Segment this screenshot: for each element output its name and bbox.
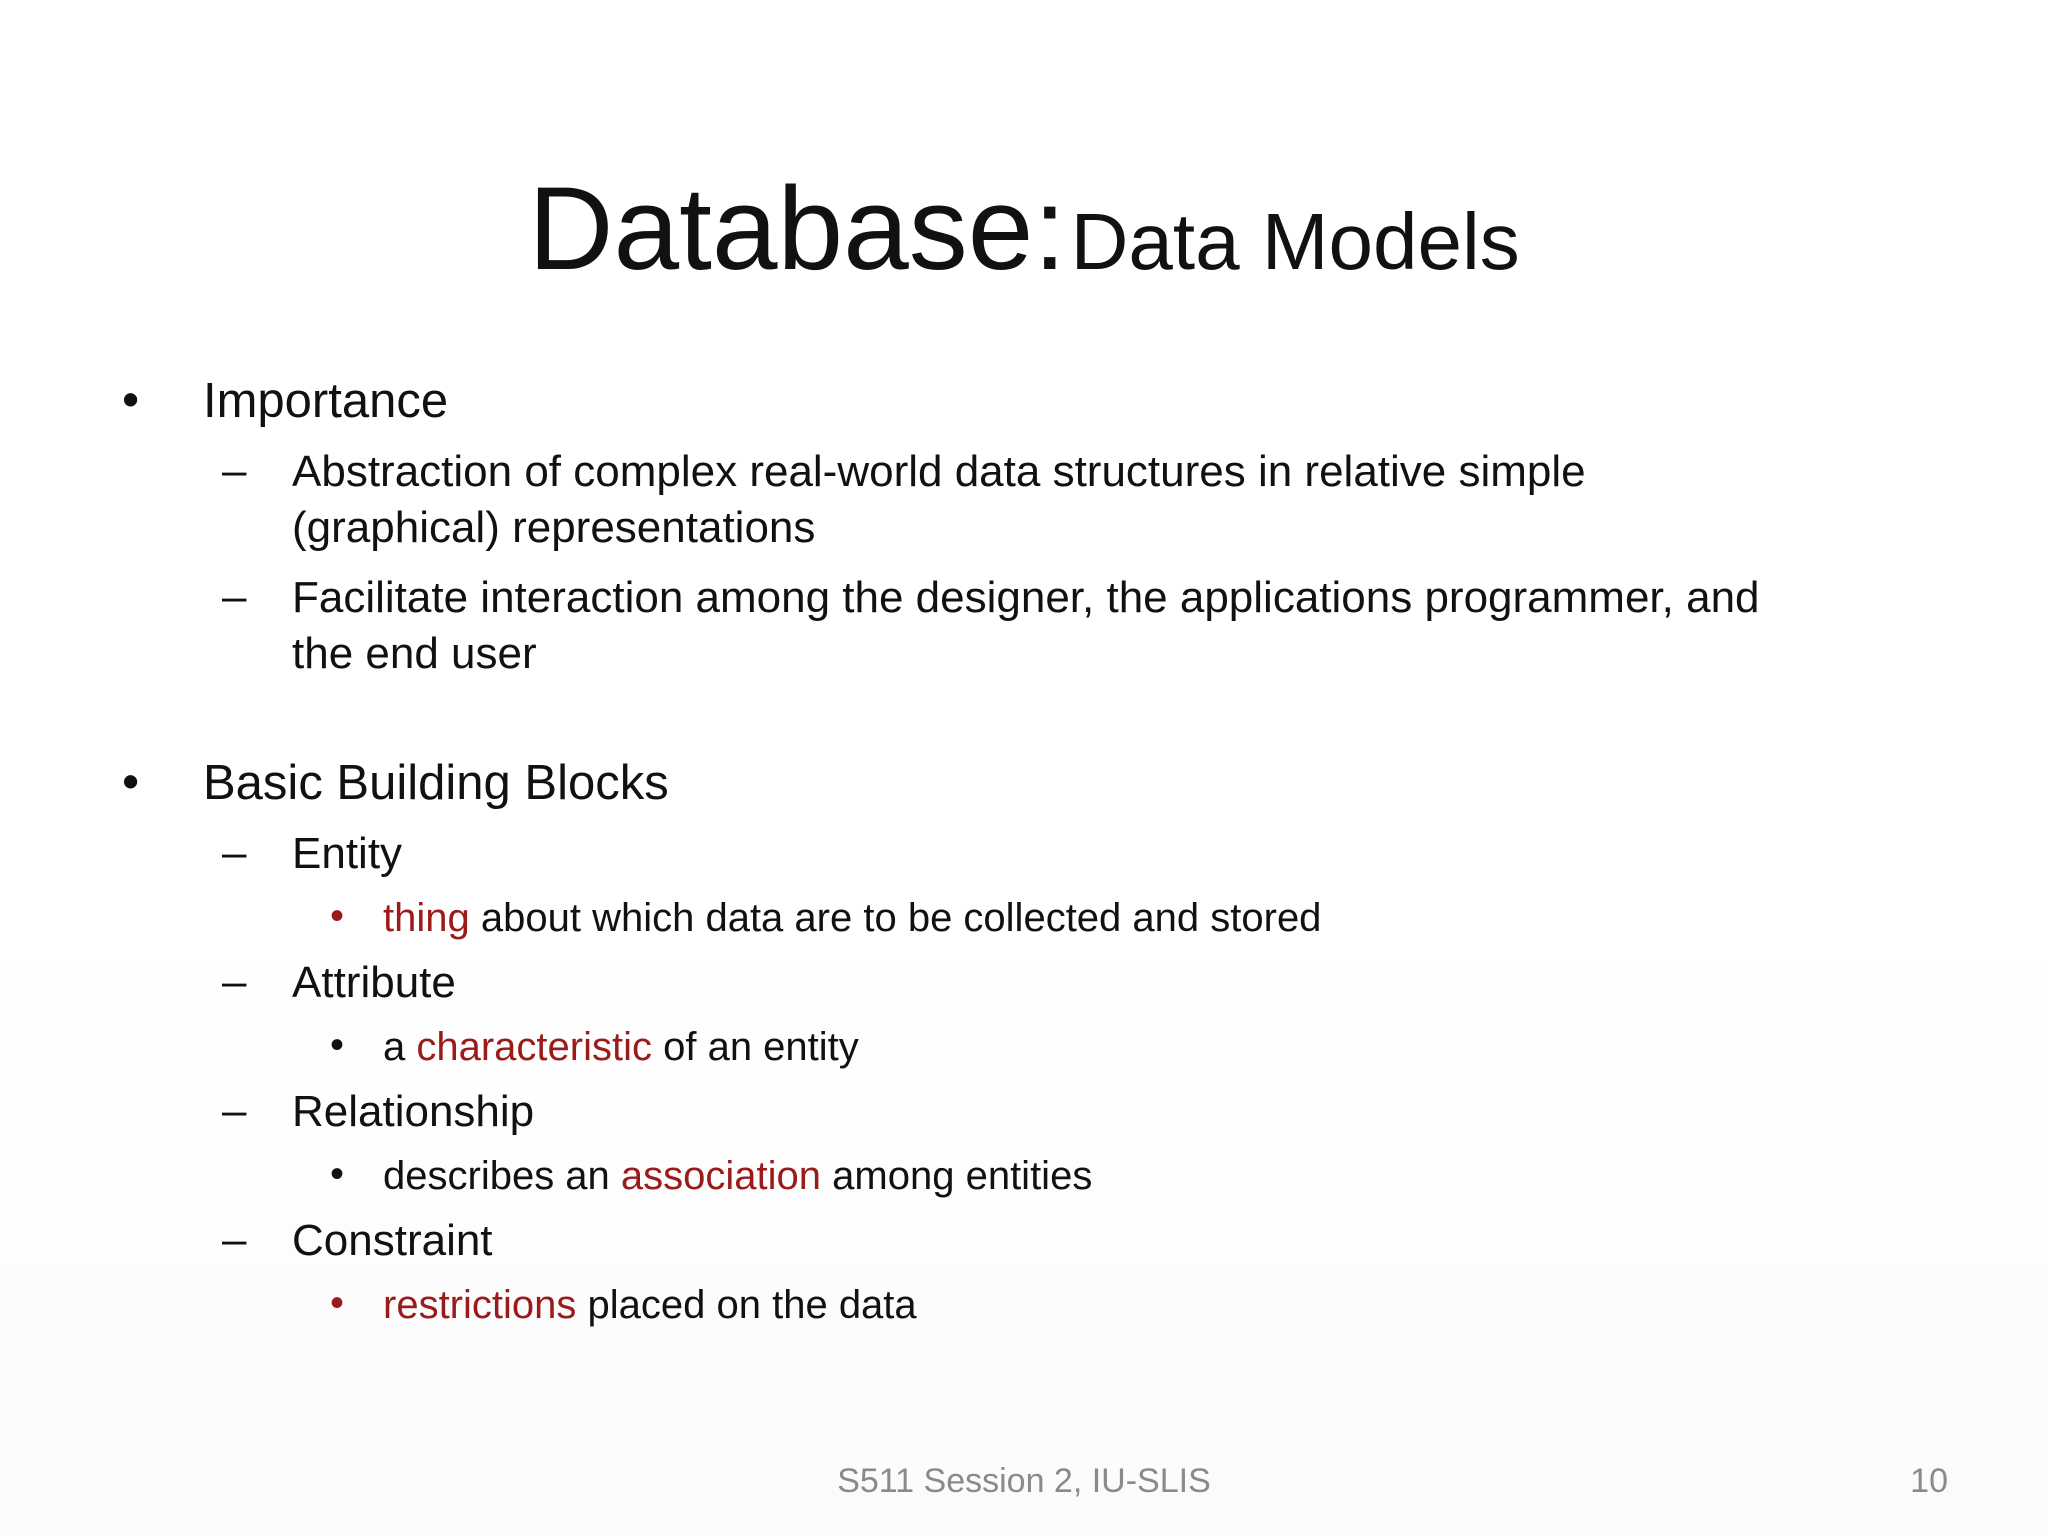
bullet-marker: •	[122, 373, 140, 427]
block-label-attribute: Attribute	[292, 958, 456, 1007]
slide-footer: S511 Session 2, IU-SLIS	[837, 1462, 1211, 1500]
sub-bullet-marker: •	[330, 1152, 345, 1196]
block-label-constraint: Constraint	[292, 1216, 493, 1265]
section-heading: Basic Building Blocks	[203, 756, 669, 810]
slide-page-number: 10	[1910, 1462, 1948, 1500]
bullet-marker: •	[122, 755, 140, 809]
block-desc-relationship	[383, 1152, 1092, 1200]
dash-marker: –	[222, 957, 247, 1006]
section-heading: Importance	[203, 374, 449, 428]
sub-bullet-marker: •	[330, 1023, 345, 1067]
desc-text: a	[383, 1025, 417, 1069]
sub-bullet-marker: •	[330, 894, 345, 938]
block-desc-attribute	[383, 1023, 859, 1071]
dash-marker: –	[222, 828, 247, 877]
importance-item-1-line2: (graphical) representations	[292, 503, 816, 552]
dash-marker: –	[222, 1086, 247, 1135]
desc-text: among entities	[821, 1154, 1093, 1198]
importance-item-1-line1: Abstraction of complex real-world data structures in relative simple	[292, 447, 1586, 496]
highlight-term: thing	[383, 896, 470, 940]
block-label-entity: Entity	[292, 829, 403, 878]
block-desc-entity	[383, 894, 1321, 942]
desc-text: about which data are to be collected and stored	[469, 896, 1322, 940]
desc-text: describes an	[383, 1154, 621, 1198]
importance-item-2-line2: the end user	[292, 629, 537, 678]
importance-item-2-line1: Facilitate interaction among the designer, the applications programmer, and	[292, 573, 1760, 622]
dash-marker: –	[222, 572, 247, 621]
title-sub: Data Models	[1070, 197, 1520, 286]
highlight-term: characteristic	[416, 1025, 652, 1069]
block-label-relationship: Relationship	[292, 1087, 535, 1136]
title-main: Database:	[528, 163, 1067, 295]
highlight-term: association	[620, 1154, 822, 1198]
highlight-term: restrictions	[383, 1283, 577, 1327]
desc-text: of an entity	[651, 1025, 859, 1069]
sub-bullet-marker: •	[330, 1281, 345, 1325]
dash-marker: –	[222, 1215, 247, 1264]
dash-marker: –	[222, 446, 247, 495]
block-desc-constraint	[383, 1281, 917, 1329]
slide-title	[0, 163, 2048, 295]
desc-text: placed on the data	[576, 1283, 917, 1327]
